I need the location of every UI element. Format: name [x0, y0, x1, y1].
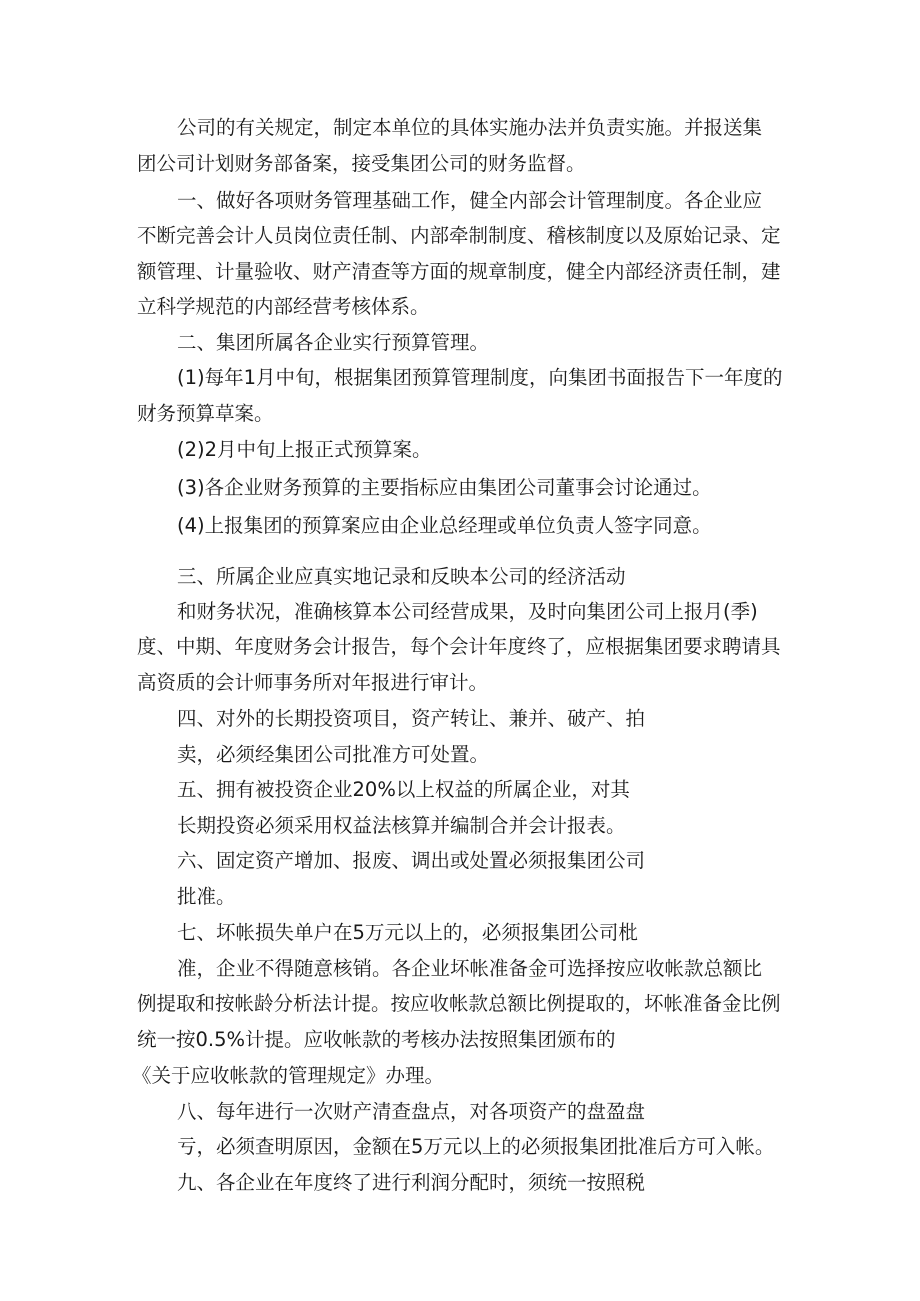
text-line: 八、每年进行一次财产清查盘点，对各项资产的盘盈盘: [177, 1100, 646, 1123]
text-line: (3)各企业财务预算的主要指标应由集团公司董事会讨论通过。: [177, 476, 712, 499]
text-line: 二、集团所属各企业实行预算管理。: [177, 331, 490, 354]
text-line: 《关于应收帐款的管理规定》办理。: [132, 1064, 445, 1087]
text-line: 六、固定资产增加、报废、调出或处置必须报集团公司: [177, 849, 646, 872]
text-line: (4)上报集团的预算案应由企业总经理或单位负责人签字同意。: [177, 514, 712, 537]
text-line: 不断完善会计人员岗位责任制、内部牵制制度、稽核制度以及原始记录、定: [137, 224, 781, 247]
text-line: 立科学规范的内部经营考核体系。: [137, 295, 430, 318]
text-line: 亏，必须查明原因，金额在5万元以上的必须报集团批准后方可入帐。: [177, 1135, 775, 1158]
text-line: 批准。: [177, 885, 236, 908]
text-line: 统一按0.5%计提。应收帐款的考核办法按照集团颁布的: [137, 1028, 616, 1051]
text-line: 长期投资必须采用权益法核算并编制合并会计报表。: [177, 814, 626, 837]
text-line: 九、各企业在年度终了进行利润分配时，须统一按照税: [177, 1171, 646, 1194]
text-line: 高资质的会计师事务所对年报进行审计。: [137, 671, 489, 694]
text-line: 财务预算草案。: [137, 402, 274, 425]
text-line: 卖，必须经集团公司批准方可处置。: [177, 743, 490, 766]
text-line: 例提取和按帐龄分析法计提。按应收帐款总额比例提取的，坏帐准备金比例: [137, 992, 781, 1015]
text-line: 一、做好各项财务管理基础工作，健全内部会计管理制度。各企业应: [177, 189, 763, 212]
text-line: 三、所属企业应真实地记录和反映本公司的经济活动: [177, 565, 626, 588]
text-line: 公司的有关规定，制定本单位的具体实施办法并负责实施。并报送集: [177, 116, 763, 139]
text-line: (1)每年1月中旬，根据集团预算管理制度，向集团书面报告下一年度的: [177, 366, 783, 389]
text-line: 和财务状况，准确核算本公司经营成果，及时向集团公司上报月(季): [177, 600, 758, 623]
text-line: 度、中期、年度财务会计报告，每个会计年度终了，应根据集团要求聘请具: [137, 635, 781, 658]
text-line: (2)2月中旬上报正式预算案。: [177, 438, 432, 461]
text-line: 团公司计划财务部备案，接受集团公司的财务监督。: [137, 152, 586, 175]
text-line: 准，企业不得随意核销。各企业坏帐准备金可选择按应收帐款总额比: [177, 957, 763, 980]
text-line: 四、对外的长期投资项目，资产转让、兼并、破产、拍: [177, 707, 646, 730]
text-line: 额管理、计量验收、财产清查等方面的规章制度，健全内部经济责任制，建: [137, 260, 781, 283]
text-line: 七、坏帐损失单户在5万元以上的，必须报集团公司枇: [177, 921, 638, 944]
text-line: 五、拥有被投资企业20%以上权益的所属企业，对其: [177, 778, 630, 801]
